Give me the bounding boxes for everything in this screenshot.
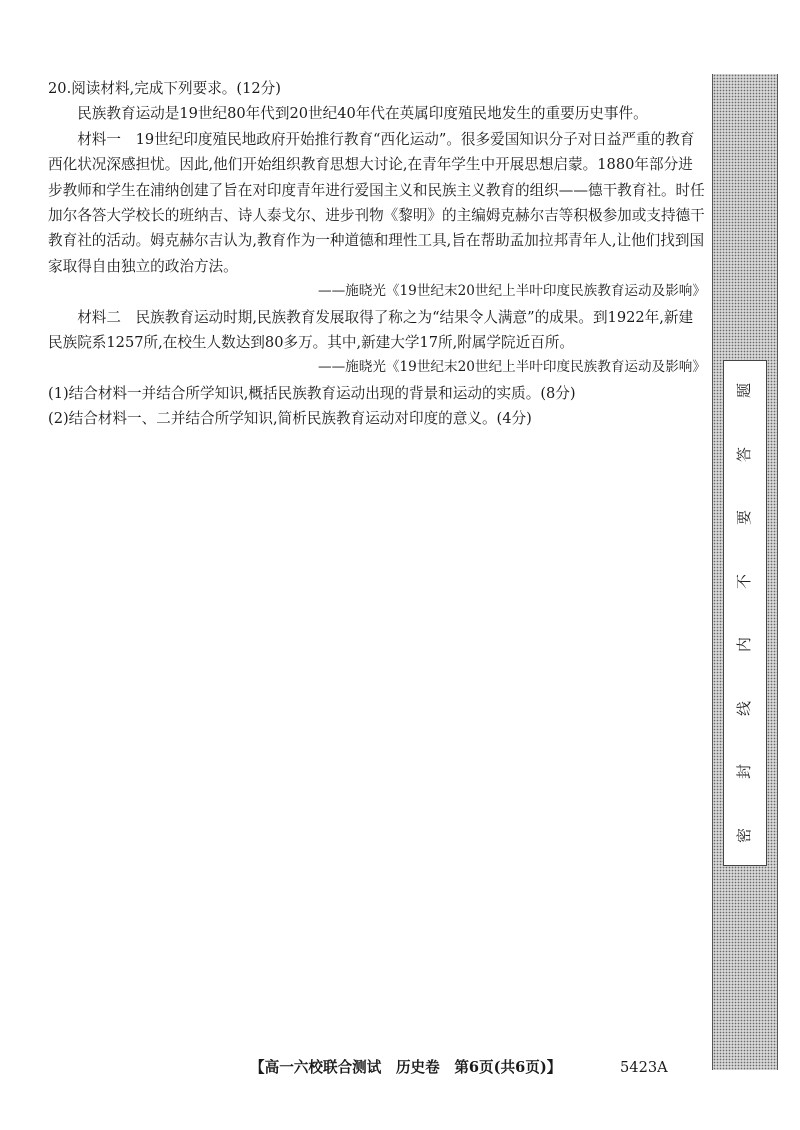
seal-char: 答 [735,446,754,462]
seal-line-box [723,360,767,866]
material-2-text: 材料二 民族教育运动时期,民族教育发展取得了称之为“结果令人满意”的成果。到1922年,新建民族院系1257所,在校生人数达到80多万。其中,新建大学17所,附属学院近百所。 [48,308,694,352]
seal-char: 题 [735,382,754,399]
seal-strip [712,74,778,1070]
footer-title: 【高一六校联合测试 历史卷 第6页(共6页)】 [250,1059,562,1076]
seal-char: 不 [735,573,754,589]
footer-code: 5423A [620,1059,668,1076]
material-1-text: 材料一 19世纪印度殖民地政府开始推行教育“西化运动”。很多爱国知识分子对日益严重的教育西化状况深感担忧。因此,他们开始组织教育思想大讨论,在青年学生中开展思想启蒙。1880年部分进步教师和学生在浦纳创建了旨在对印度青年进行爱国主义和民族主义教育的组织——德干教育社。时任加尔各答大学校长的班纳吉、诗人泰戈尔、进步刊物《黎明》的主编姆克赫尔吉等积极参加或支持德干教育社的活动。姆克赫尔吉认为,教育作为一种道德和理性工具,旨在帮助孟加拉邦青年人,让他们找到国家取得自由独立的政治方法。 [48,130,705,275]
material-1-source: ——施晓光《19世纪末20世纪上半叶印度民族教育运动及影响》 [317,283,706,300]
page-footer [0,1056,800,1080]
sub-question-1: (1)结合材料一并结合所学知识,概括民族教育运动出现的背景和运动的实质。(8分) [48,384,576,402]
seal-char: 要 [735,510,754,526]
question-intro: 民族教育运动是19世纪80年代到20世纪40年代在英属印度殖民地发生的重要历史事件。 [77,105,648,123]
seal-char: 线 [735,700,754,716]
seal-char: 密 [735,827,754,843]
seal-char: 内 [735,637,754,653]
sub-question-2: (2)结合材料一、二并结合所学知识,简析民族教育运动对印度的意义。(4分) [48,410,532,428]
material-2-source: ——施晓光《19世纪末20世纪上半叶印度民族教育运动及影响》 [317,359,706,376]
seal-char: 封 [735,764,754,780]
question-20 [48,76,706,432]
question-title: 20.阅读材料,完成下列要求。(12分) [48,80,281,97]
